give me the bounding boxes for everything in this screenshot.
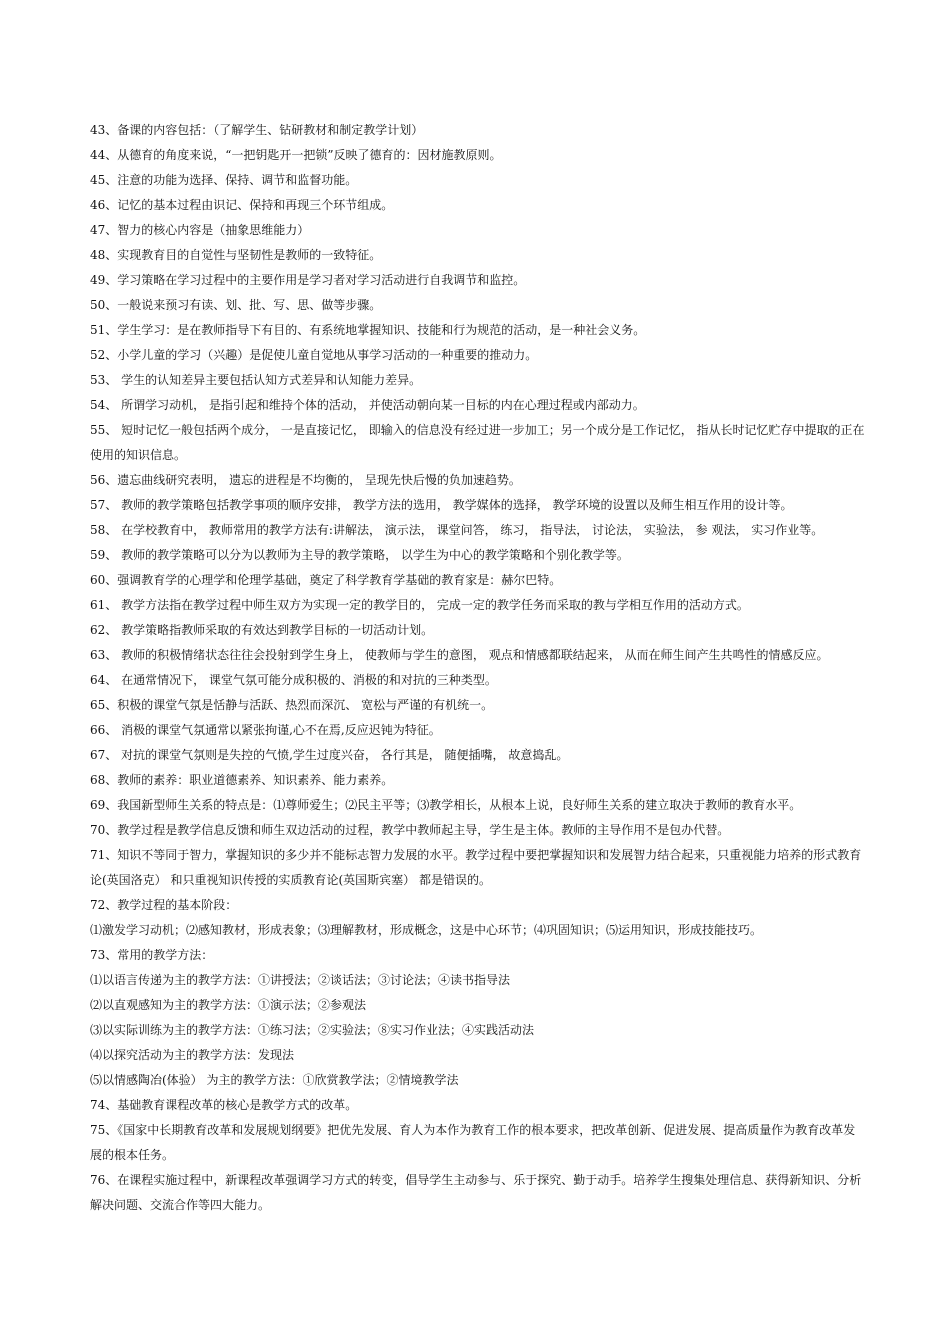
- text-line: 59、 教师的教学策略可以分为以教师为主导的教学策略， 以学生为中心的教学策略和个别化教学等。: [90, 548, 629, 562]
- text-line: 50、一般说来预习有读、划、批、写、思、做等步骤。: [90, 298, 382, 312]
- document-page: [90, 118, 865, 1218]
- text-line: 43、备课的内容包括：（了解学生、钻研教材和制定教学计划）: [90, 123, 424, 137]
- text-line: 52、小学儿童的学习（兴趣）是促使儿童自觉地从事学习活动的一种重要的推动力。: [90, 348, 538, 362]
- text-line: 72、教学过程的基本阶段：: [90, 898, 238, 912]
- text-line: ⑷以探究活动为主的教学方法：发现法: [90, 1048, 295, 1062]
- text-line: 47、智力的核心内容是（抽象思维能力）: [90, 223, 310, 237]
- text-line: 49、学习策略在学习过程中的主要作用是学习者对学习活动进行自我调节和监控。: [90, 273, 526, 287]
- text-line: 64、 在通常情况下， 课堂气氛可能分成积极的、消极的和对抗的三种类型。: [90, 673, 497, 687]
- text-line: 45、注意的功能为选择、保持、调节和监督功能。: [90, 173, 358, 187]
- text-line: 74、基础教育课程改革的核心是教学方式的改革。: [90, 1098, 358, 1112]
- text-line: ⑸以情感陶冶(体验） 为主的教学方法：①欣赏教学法；②情境教学法: [90, 1073, 459, 1087]
- text-paragraph: 71、知识不等同于智力，掌握知识的多少并不能标志智力发展的水平。教学过程中要把掌握知识和发展智力结合起来，只重视能力培养的形式教育论(英国洛克） 和只重视知识传授的实质教育论(英国斯宾塞） 都是错误的。: [90, 848, 862, 887]
- text-line: 48、实现教育目的自觉性与坚韧性是教师的一致特征。: [90, 248, 382, 262]
- text-line: ⑴激发学习动机；⑵感知教材，形成表象；⑶理解教材，形成概念，这是中心环节；⑷巩固知识；⑸运用知识，形成技能技巧。: [90, 923, 763, 937]
- text-line: ⑴以语言传递为主的教学方法：①讲授法；②谈话法；③讨论法；④读书指导法: [90, 973, 511, 987]
- text-line: 53、 学生的认知差异主要包括认知方式差异和认知能力差异。: [90, 373, 422, 387]
- text-line: 63、 教师的积极情绪状态往往会投射到学生身上， 使教师与学生的意图， 观点和情感都联结起来， 从而在师生间产生共鸣性的情感反应。: [90, 648, 829, 662]
- text-line: 51、学生学习：是在教师指导下有目的、有系统地掌握知识、技能和行为规范的活动，是一种社会义务。: [90, 323, 646, 337]
- text-paragraph: 75、《国家中长期教育改革和发展规划纲要》把优先发展、育人为本作为教育工作的根本要求，把改革创新、促进发展、提高质量作为教育改革发展的根本任务。: [90, 1123, 856, 1162]
- text-line: ⑶以实际训练为主的教学方法：①练习法；②实验法；⑧实习作业法；④实践活动法: [90, 1023, 535, 1037]
- text-line: 62、 教学策略指教师采取的有效达到教学目标的一切活动计划。: [90, 623, 434, 637]
- text-line: 73、常用的教学方法：: [90, 948, 214, 962]
- text-line: 54、 所谓学习动机， 是指引起和维持个体的活动， 并使活动朝向某一目标的内在心理过程或内部动力。: [90, 398, 645, 412]
- text-paragraph: 76、在课程实施过程中，新课程改革强调学习方式的转变，倡导学生主动参与、乐于探究、勤于动手。培养学生搜集处理信息、获得新知识、分析解决问题、交流合作等四大能力。: [90, 1173, 862, 1212]
- text-line: ⑵以直观感知为主的教学方法：①演示法；②参观法: [90, 998, 367, 1012]
- text-paragraph: 55、 短时记忆一般包括两个成分， 一是直接记忆， 即输入的信息没有经过进一步加工；另一个成分是工作记忆， 指从长时记忆贮存中提取的正在使用的知识信息。: [90, 423, 865, 462]
- text-line: 69、我国新型师生关系的特点是：⑴尊师爱生；⑵民主平等；⑶教学相长，从根本上说，良好师生关系的建立取决于教师的教育水平。: [90, 798, 802, 812]
- text-line: 61、 教学方法指在教学过程中师生双方为实现一定的教学目的， 完成一定的教学任务而采取的教与学相互作用的活动方式。: [90, 598, 749, 612]
- text-line: 66、 消极的课堂气氛通常以紧张拘谨,心不在焉,反应迟钝为特征。: [90, 723, 441, 737]
- text-line: 67、 对抗的课堂气氛则是失控的气愤,学生过度兴奋， 各行其是， 随便插嘴， 故意捣乱。: [90, 748, 569, 762]
- text-line: 60、强调教育学的心理学和伦理学基础，奠定了科学教育学基础的教育家是：赫尔巴特。: [90, 573, 562, 587]
- text-line: 46、记忆的基本过程由识记、保持和再现三个环节组成。: [90, 198, 394, 212]
- text-line: 56、遗忘曲线研究表明， 遗忘的进程是不均衡的， 呈现先快后慢的负加速趋势。: [90, 473, 521, 487]
- text-line: 57、 教师的教学策略包括教学事项的顺序安排， 教学方法的选用， 教学媒体的选择， 教学环境的设置以及师生相互作用的设计等。: [90, 498, 793, 512]
- text-line: 44、从德育的角度来说，“一把钥匙开一把锁”反映了德育的：因材施教原则。: [90, 148, 502, 162]
- text-line: 65、积极的课堂气氛是恬静与活跃、热烈而深沉、 宽松与严谨的有机统一。: [90, 698, 494, 712]
- text-line: 70、教学过程是教学信息反馈和师生双边活动的过程，教学中教师起主导，学生是主体。教师的主导作用不是包办代替。: [90, 823, 730, 837]
- text-line: 58、 在学校教育中， 教师常用的教学方法有:讲解法， 演示法， 课堂问答， 练习， 指导法， 讨论法， 实验法， 参 观法， 实习作业等。: [90, 523, 824, 537]
- text-line: 68、教师的素养：职业道德素养、知识素养、能力素养。: [90, 773, 394, 787]
